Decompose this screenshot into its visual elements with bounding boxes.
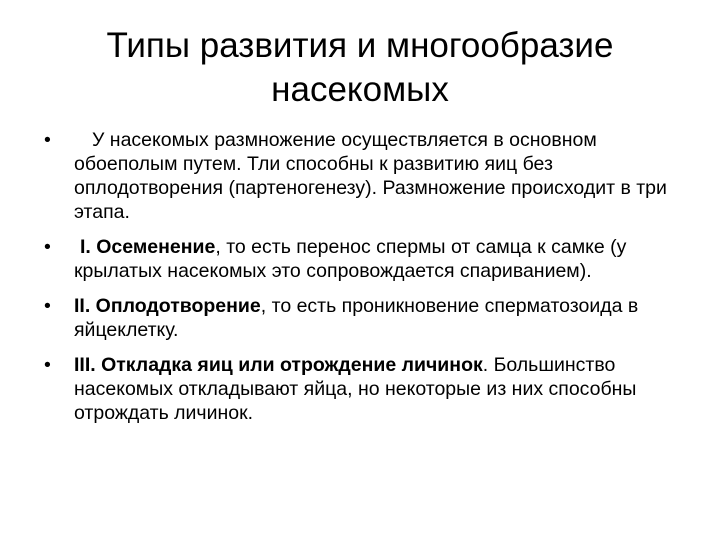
bullet-term: II. Оплодотворение bbox=[74, 295, 261, 317]
bullet-item-insemination bbox=[74, 235, 684, 283]
bullet-item-intro bbox=[74, 128, 684, 224]
bullet-item-oviposition bbox=[74, 353, 684, 425]
bullet-text: , то есть перенос спермы от самца к самке (у крылатых насекомых это сопровождается спариванием). bbox=[74, 236, 627, 282]
bullet-text: , то есть проникновение сперматозоида в яйцеклетку. bbox=[74, 295, 639, 341]
slide-title: Типы развития и многообразие насекомых bbox=[106, 26, 614, 109]
bullet-text: У насекомых размножение осуществляется в основном обоеполым путем. Тли способны к развитию яиц без оплодотворения (партеногенезу). Размножение происходит в три этапа. bbox=[74, 129, 667, 223]
bullet-term: I. Осеменение bbox=[80, 236, 216, 258]
bullet-term: III. Откладка яиц или отрождение личинок bbox=[74, 354, 483, 376]
bullet-list bbox=[74, 128, 684, 436]
bullet-item-fertilization bbox=[74, 294, 684, 342]
bullet-text: . Большинство насекомых откладывают яйца, но некоторые из них способны отрождать личинок. bbox=[74, 354, 637, 424]
